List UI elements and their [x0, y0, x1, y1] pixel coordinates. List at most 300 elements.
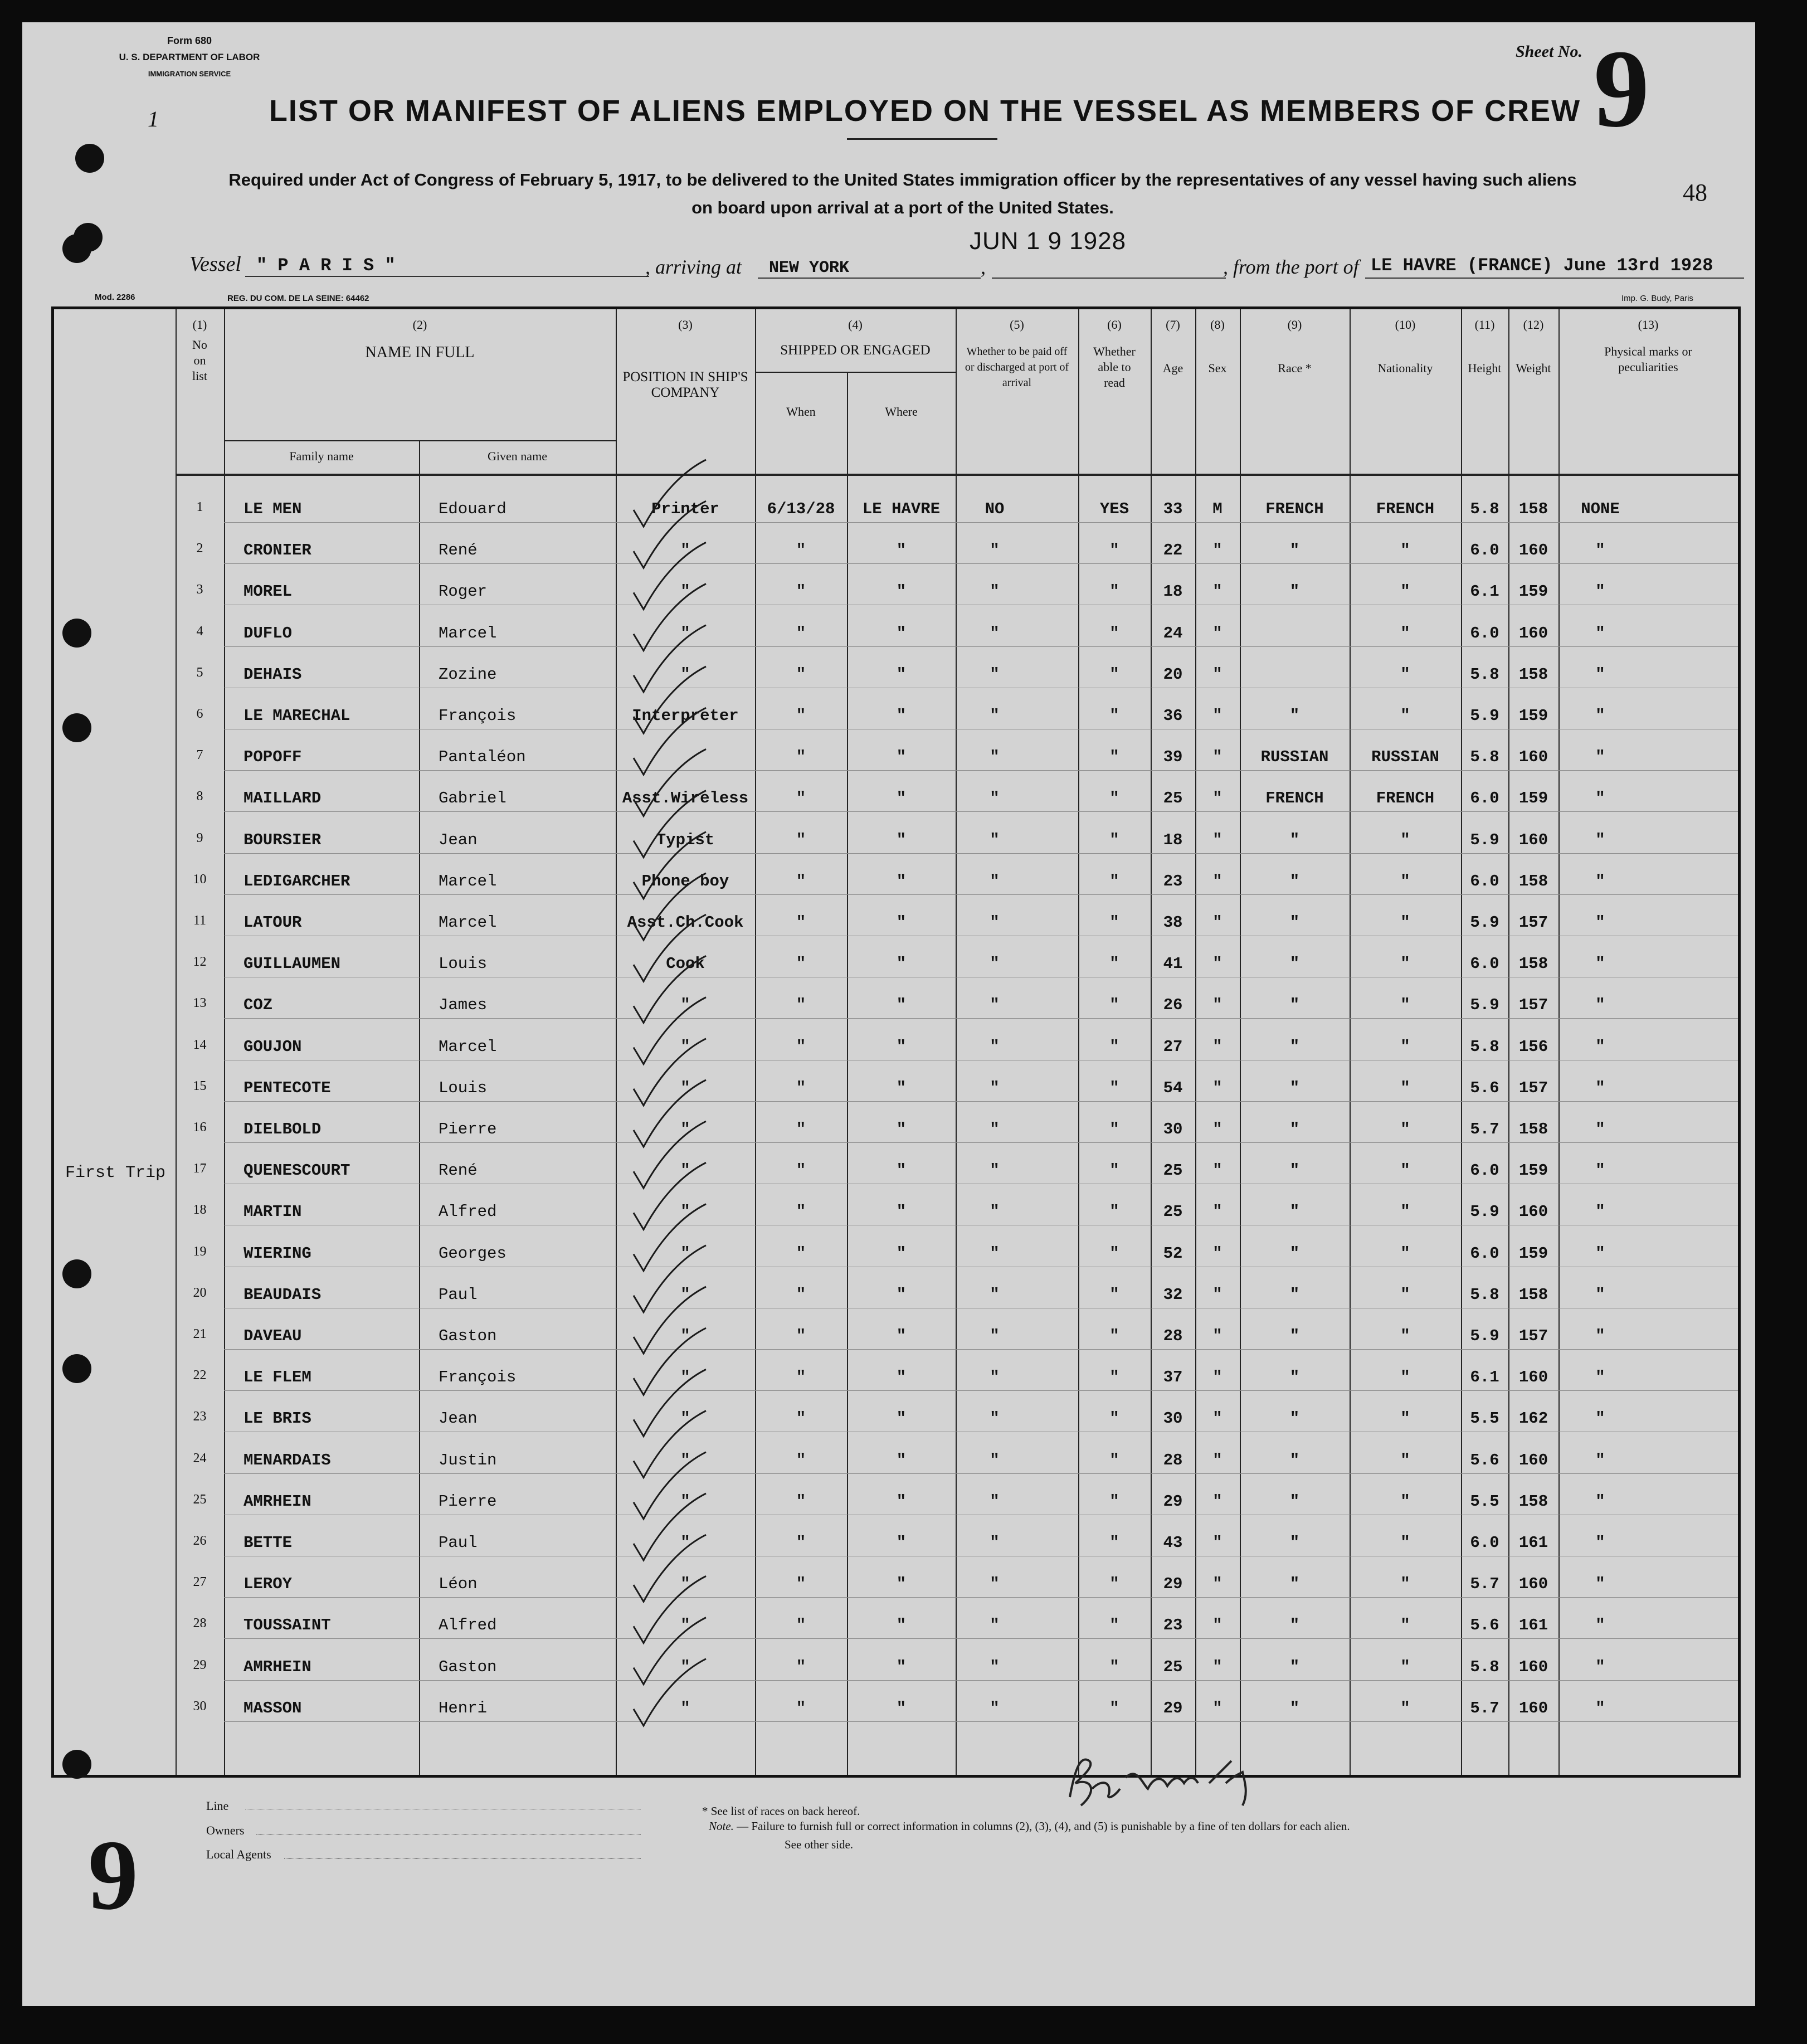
cell-no: 15	[193, 1079, 207, 1093]
cell-read: "	[1109, 748, 1119, 766]
cell-given: Louis	[439, 1079, 488, 1097]
cell-given: James	[439, 996, 488, 1014]
cell-position: Printer	[651, 500, 719, 518]
cell-race: FRENCH	[1265, 500, 1324, 518]
cell-given: Marcel	[439, 1038, 497, 1056]
cell-age: 33	[1163, 500, 1183, 518]
cell-family: WIERING	[243, 1244, 311, 1263]
check-mark-icon	[634, 1659, 706, 1726]
cell-sex: "	[1212, 1492, 1222, 1511]
cell-sex: "	[1212, 1286, 1222, 1304]
cell-age: 24	[1163, 624, 1183, 643]
cell-no: 29	[193, 1658, 207, 1672]
local-agents-label: Local Agents	[206, 1847, 271, 1861]
cell-no: 19	[193, 1244, 207, 1259]
cell-position: "	[680, 1492, 690, 1511]
from-underline	[1365, 278, 1744, 279]
col-header-9: (9) Race *	[1278, 318, 1312, 375]
cell-given: François	[439, 707, 517, 725]
cell-paid: "	[990, 1368, 1000, 1386]
cell-marks: "	[1595, 831, 1605, 849]
cell-sex: "	[1212, 665, 1222, 684]
cell-race: "	[1289, 1575, 1300, 1593]
cell-weight: 160	[1518, 1203, 1548, 1221]
department-name: U. S. DEPARTMENT OF LABOR	[119, 52, 260, 62]
cell-family: LEDIGARCHER	[243, 872, 350, 890]
cell-paid: "	[990, 789, 1000, 807]
cell-family: LATOUR	[243, 913, 302, 932]
cell-age: 54	[1163, 1079, 1183, 1097]
col-header-6: (6) Whether able to read	[1093, 318, 1136, 390]
cell-position: "	[680, 996, 690, 1014]
cell-when: "	[796, 789, 806, 807]
cell-when: "	[796, 1079, 806, 1097]
cell-race: "	[1289, 996, 1300, 1014]
cell-marks: "	[1595, 1368, 1605, 1386]
cell-position: "	[680, 1534, 690, 1552]
cell-race: "	[1289, 1534, 1300, 1552]
page-number: 48	[1683, 179, 1707, 206]
cell-marks: "	[1595, 1203, 1605, 1221]
cell-when: "	[796, 707, 806, 725]
cell-height: 6.1	[1470, 582, 1499, 601]
check-mark-icon	[634, 791, 706, 858]
cell-given: René	[439, 541, 478, 559]
cell-race: "	[1289, 1079, 1300, 1097]
cell-marks: "	[1595, 789, 1605, 807]
cell-when: "	[796, 1286, 806, 1304]
cell-position: "	[680, 1161, 690, 1180]
mod-number: Mod. 2286	[95, 293, 135, 302]
signature-text: B. Journeau, Insp	[1059, 1744, 1063, 1745]
cell-marks: "	[1595, 1409, 1605, 1428]
check-mark-icon	[634, 1162, 706, 1229]
cell-given: Alfred	[439, 1616, 497, 1634]
cell-nationality: "	[1400, 624, 1410, 643]
crew-table	[51, 306, 1741, 1778]
check-mark-icon	[634, 1618, 706, 1685]
cell-marks: "	[1595, 1327, 1605, 1345]
cell-sex: "	[1212, 624, 1222, 643]
cell-read: "	[1109, 1286, 1119, 1304]
cell-weight: 158	[1518, 872, 1548, 890]
cell-marks: "	[1595, 1534, 1605, 1552]
cell-sex: "	[1212, 748, 1222, 766]
cell-sex: "	[1212, 913, 1222, 932]
cell-where: "	[896, 1120, 907, 1138]
cell-position: Interpreter	[632, 707, 739, 725]
cell-height: 5.9	[1470, 831, 1499, 849]
col-header-3: (3) POSITION IN SHIP'S COMPANY	[622, 318, 748, 400]
cell-given: Marcel	[439, 624, 497, 643]
cell-where: LE HAVRE	[862, 500, 941, 518]
col-header-10: (10) Nationality	[1377, 318, 1433, 375]
row-rule	[224, 646, 1738, 647]
col-header-2a: Family name	[289, 449, 354, 463]
cell-family: DEHAIS	[243, 665, 302, 684]
check-mark-icon	[634, 956, 706, 1023]
cell-position: Cook	[666, 955, 705, 973]
cell-marks: "	[1595, 624, 1605, 643]
cell-read: "	[1109, 1368, 1119, 1386]
cell-no: 25	[193, 1492, 207, 1507]
cell-where: "	[896, 789, 907, 807]
cell-when: "	[796, 624, 806, 643]
cell-height: 5.5	[1470, 1409, 1499, 1428]
cell-sex: "	[1212, 1616, 1222, 1634]
cell-position: "	[680, 624, 690, 643]
cell-no: 6	[196, 707, 203, 721]
cell-position: "	[680, 541, 690, 559]
cell-paid: "	[990, 582, 1000, 601]
cell-read: "	[1109, 1658, 1119, 1676]
check-mark-icon	[634, 914, 706, 981]
cell-nationality: "	[1400, 541, 1410, 559]
cell-family: BETTE	[243, 1534, 293, 1552]
col-header-4a: When	[786, 405, 816, 418]
cell-position: "	[680, 1203, 690, 1221]
cell-weight: 161	[1518, 1534, 1548, 1552]
cell-race: "	[1289, 1699, 1300, 1717]
cell-where: "	[896, 1203, 907, 1221]
cell-when: "	[796, 1534, 806, 1552]
cell-family: MENARDAIS	[243, 1451, 331, 1469]
cell-paid: "	[990, 1409, 1000, 1428]
cell-age: 29	[1163, 1492, 1183, 1511]
cell-where: "	[896, 1286, 907, 1304]
cell-no: 12	[193, 955, 207, 969]
vessel-name: " P A R I S "	[256, 255, 396, 276]
cell-race: "	[1289, 955, 1300, 973]
check-mark-icon	[634, 1204, 706, 1271]
cell-age: 20	[1163, 665, 1183, 684]
cell-nationality: FRENCH	[1376, 500, 1435, 518]
cell-weight: 159	[1518, 1244, 1548, 1263]
cell-when: "	[796, 541, 806, 559]
cell-nationality: "	[1400, 1286, 1410, 1304]
cell-height: 5.5	[1470, 1492, 1499, 1511]
cell-position: Asst.Wireless	[622, 789, 749, 807]
cell-when: "	[796, 1244, 806, 1263]
cell-nationality: "	[1400, 1409, 1410, 1428]
cell-where: "	[896, 1244, 907, 1263]
cell-where: "	[896, 1327, 907, 1345]
cell-when: 6/13/28	[767, 500, 835, 518]
cell-nationality: "	[1400, 1038, 1410, 1056]
cell-marks: "	[1595, 1038, 1605, 1056]
cell-race: "	[1289, 913, 1300, 932]
service-name: IMMIGRATION SERVICE	[148, 70, 231, 78]
cell-position: Asst.Ch.Cook	[627, 913, 744, 932]
cell-marks: "	[1595, 582, 1605, 601]
cell-given: Pierre	[439, 1492, 497, 1511]
cell-position: "	[680, 1038, 690, 1056]
cell-height: 5.6	[1470, 1079, 1499, 1097]
vessel-underline	[245, 276, 649, 277]
cell-race: "	[1289, 582, 1300, 601]
sheet-number: 9	[1594, 27, 1649, 150]
cell-position: "	[680, 1575, 690, 1593]
cell-when: "	[796, 831, 806, 849]
cell-age: 22	[1163, 541, 1183, 559]
cell-race: "	[1289, 1286, 1300, 1304]
comma-mark: ,	[981, 256, 986, 278]
cell-age: 29	[1163, 1575, 1183, 1593]
cell-family: LEROY	[243, 1575, 293, 1593]
cell-race: "	[1289, 1451, 1300, 1469]
cell-when: "	[796, 665, 806, 684]
cell-position: "	[680, 1699, 690, 1717]
cell-no: 17	[193, 1161, 207, 1176]
cell-age: 38	[1163, 913, 1183, 932]
cell-nationality: RUSSIAN	[1371, 748, 1439, 766]
cell-weight: 160	[1518, 831, 1548, 849]
cell-height: 5.8	[1470, 665, 1499, 684]
check-mark-icon	[634, 1411, 706, 1478]
check-mark-icon	[634, 1039, 706, 1106]
cell-position: "	[680, 1451, 690, 1469]
cell-marks: "	[1595, 1244, 1605, 1263]
arriving-label: , arriving at	[645, 256, 742, 278]
cell-family: AMRHEIN	[243, 1492, 311, 1511]
cell-height: 5.9	[1470, 913, 1499, 932]
cell-marks: "	[1595, 1575, 1605, 1593]
cell-read: "	[1109, 1079, 1119, 1097]
cell-no: 24	[193, 1451, 207, 1466]
cell-paid: "	[990, 1575, 1000, 1593]
cell-age: 28	[1163, 1327, 1183, 1345]
cell-position: Phone boy	[641, 872, 729, 890]
cell-position: "	[680, 1286, 690, 1304]
cell-when: "	[796, 913, 806, 932]
cell-age: 25	[1163, 789, 1183, 807]
col-header-2: (2) NAME IN FULL	[365, 318, 475, 361]
cell-age: 43	[1163, 1534, 1183, 1552]
cell-nationality: "	[1400, 707, 1410, 725]
cell-height: 6.0	[1470, 789, 1499, 807]
date-stamp: JUN 1 9 1928	[970, 227, 1127, 255]
check-mark-icon	[634, 1121, 706, 1188]
cell-nationality: "	[1400, 913, 1410, 932]
cell-marks: NONE	[1581, 500, 1620, 518]
cell-given: Gabriel	[439, 789, 506, 807]
cell-height: 5.9	[1470, 1203, 1499, 1221]
cell-no: 18	[193, 1203, 207, 1217]
cell-no: 7	[196, 748, 203, 762]
cell-weight: 159	[1518, 789, 1548, 807]
cell-height: 5.7	[1470, 1699, 1499, 1717]
cell-paid: "	[990, 955, 1000, 973]
cell-race: "	[1289, 1161, 1300, 1180]
cell-age: 37	[1163, 1368, 1183, 1386]
cell-weight: 158	[1518, 500, 1548, 518]
cell-where: "	[896, 913, 907, 932]
arriving-underline	[758, 278, 981, 279]
cell-height: 5.8	[1470, 500, 1499, 518]
cell-nationality: "	[1400, 1534, 1410, 1552]
row-rule	[224, 853, 1738, 854]
cell-when: "	[796, 1699, 806, 1717]
cell-sex: "	[1212, 707, 1222, 725]
cell-when: "	[796, 1451, 806, 1469]
cell-height: 5.8	[1470, 1038, 1499, 1056]
col-header-2b: Given name	[488, 449, 547, 463]
cell-read: "	[1109, 1534, 1119, 1552]
cell-race: "	[1289, 831, 1300, 849]
registration-text: REG. DU COM. DE LA SEINE: 64462	[227, 294, 369, 303]
cell-marks: "	[1595, 1616, 1605, 1634]
row-rule	[224, 563, 1738, 564]
cell-sex: "	[1212, 1327, 1222, 1345]
cell-given: Pierre	[439, 1120, 497, 1138]
cell-sex: "	[1212, 1203, 1222, 1221]
cell-when: "	[796, 748, 806, 766]
cell-race: "	[1289, 1038, 1300, 1056]
cell-sex: "	[1212, 831, 1222, 849]
cell-height: 5.9	[1470, 707, 1499, 725]
cell-where: "	[896, 541, 907, 559]
cell-read: "	[1109, 1492, 1119, 1511]
cell-position: "	[680, 1079, 690, 1097]
cell-family: DAVEAU	[243, 1327, 302, 1345]
cell-paid: "	[990, 1616, 1000, 1634]
cell-paid: "	[990, 1286, 1000, 1304]
cell-when: "	[796, 1368, 806, 1386]
cell-when: "	[796, 1203, 806, 1221]
cell-no: 22	[193, 1368, 207, 1383]
row-rule	[224, 894, 1738, 895]
cell-marks: "	[1595, 1079, 1605, 1097]
cell-when: "	[796, 1658, 806, 1676]
cell-position: "	[680, 1368, 690, 1386]
cell-height: 5.6	[1470, 1616, 1499, 1634]
from-label: , from the port of	[1223, 256, 1359, 278]
cell-when: "	[796, 996, 806, 1014]
cell-read: "	[1109, 955, 1119, 973]
check-mark-icon	[634, 1080, 706, 1147]
cell-sex: "	[1212, 1079, 1222, 1097]
cell-given: Pantaléon	[439, 748, 526, 766]
check-mark-icon	[634, 501, 706, 568]
cell-where: "	[896, 996, 907, 1014]
cell-height: 5.9	[1470, 1327, 1499, 1345]
cell-height: 6.0	[1470, 1534, 1499, 1552]
cell-read: "	[1109, 1244, 1119, 1263]
cell-paid: "	[990, 1244, 1000, 1263]
cell-height: 5.7	[1470, 1575, 1499, 1593]
cell-when: "	[796, 955, 806, 973]
cell-paid: "	[990, 1658, 1000, 1676]
col-header-11: (11) Height	[1468, 318, 1502, 375]
cell-where: "	[896, 1492, 907, 1511]
cell-marks: "	[1595, 1451, 1605, 1469]
cell-read: "	[1109, 1203, 1119, 1221]
cell-sex: "	[1212, 955, 1222, 973]
check-mark-icon	[634, 460, 706, 527]
cell-where: "	[896, 624, 907, 643]
cell-family: CRONIER	[243, 541, 311, 559]
cell-position: "	[680, 1616, 690, 1634]
cell-family: BEAUDAIS	[243, 1286, 322, 1304]
check-mark-icon	[634, 832, 706, 899]
cell-age: 29	[1163, 1699, 1183, 1717]
cell-where: "	[896, 707, 907, 725]
cell-weight: 157	[1518, 913, 1548, 932]
cell-race: "	[1289, 1409, 1300, 1428]
cell-paid: NO	[985, 500, 1005, 518]
cell-marks: "	[1595, 1658, 1605, 1676]
cell-read: "	[1109, 872, 1119, 890]
cell-marks: "	[1595, 996, 1605, 1014]
cell-nationality: "	[1400, 1492, 1410, 1511]
cell-sex: "	[1212, 1161, 1222, 1180]
cell-read: "	[1109, 707, 1119, 725]
cell-race: "	[1289, 872, 1300, 890]
cell-given: Léon	[439, 1575, 478, 1593]
cell-paid: "	[990, 872, 1000, 890]
cell-height: 6.1	[1470, 1368, 1499, 1386]
cell-paid: "	[990, 624, 1000, 643]
cell-sex: "	[1212, 1409, 1222, 1428]
cell-sex: "	[1212, 1534, 1222, 1552]
line-label: Line	[206, 1799, 229, 1813]
cell-weight: 160	[1518, 1699, 1548, 1717]
check-marks	[628, 309, 739, 1780]
inspector-signature	[1059, 1744, 1337, 1822]
cell-sex: "	[1212, 1368, 1222, 1386]
cell-given: Marcel	[439, 872, 497, 890]
cell-position: "	[680, 1120, 690, 1138]
cell-no: 21	[193, 1327, 207, 1341]
binder-hole	[74, 223, 103, 252]
cell-height: 6.0	[1470, 541, 1499, 559]
cell-given: Gaston	[439, 1327, 497, 1345]
cell-paid: "	[990, 1120, 1000, 1138]
cell-sex: "	[1212, 1575, 1222, 1593]
check-mark-icon	[634, 625, 706, 692]
agents-underline	[284, 1858, 641, 1859]
cell-where: "	[896, 748, 907, 766]
cell-where: "	[896, 1451, 907, 1469]
cell-nationality: "	[1400, 1368, 1410, 1386]
cell-race: "	[1289, 1368, 1300, 1386]
cell-paid: "	[990, 1161, 1000, 1180]
cell-when: "	[796, 1038, 806, 1056]
check-mark-icon	[634, 1452, 706, 1519]
row-rule	[224, 1680, 1738, 1681]
col-header-7: (7) Age	[1162, 318, 1183, 375]
cell-sex: "	[1212, 1244, 1222, 1263]
cell-read: "	[1109, 1699, 1119, 1717]
cell-sex: "	[1212, 1658, 1222, 1676]
cell-family: MAILLARD	[243, 789, 322, 807]
cell-read: "	[1109, 1161, 1119, 1180]
cell-weight: 157	[1518, 1079, 1548, 1097]
cell-race: "	[1289, 1203, 1300, 1221]
cell-given: René	[439, 1161, 478, 1180]
cell-weight: 158	[1518, 1286, 1548, 1304]
cell-nationality: "	[1400, 665, 1410, 684]
cell-no: 16	[193, 1120, 207, 1135]
cell-family: LE MARECHAL	[243, 707, 350, 725]
cell-when: "	[796, 1575, 806, 1593]
cell-no: 1	[196, 500, 203, 514]
cell-family: QUENESCOURT	[243, 1161, 350, 1180]
check-mark-icon	[634, 1535, 706, 1602]
check-mark-icon	[634, 1287, 706, 1354]
cell-nationality: "	[1400, 582, 1410, 601]
cell-no: 8	[196, 789, 203, 804]
